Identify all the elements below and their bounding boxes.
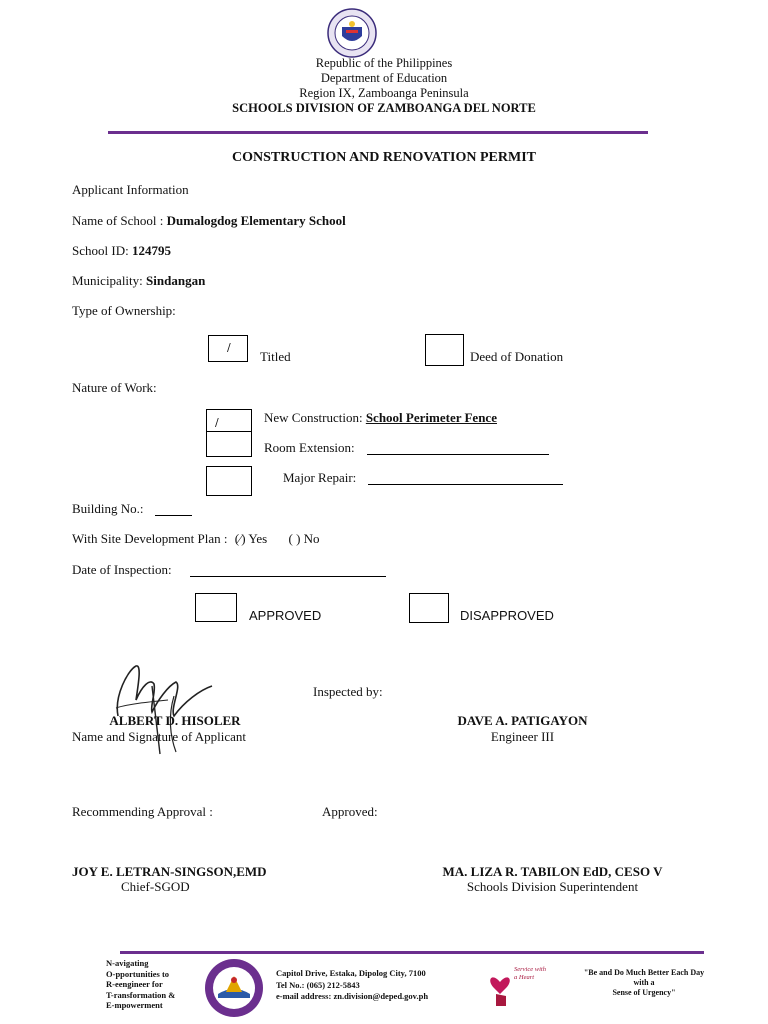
titled-label: Titled <box>260 349 291 364</box>
school-id-row <box>72 243 171 259</box>
acronym-line: E-mpowerment <box>106 1000 163 1010</box>
motto-line: "Be and Do Much Better Each Day <box>583 968 705 977</box>
check-mark-icon: ∕ <box>227 341 231 354</box>
footer-motto <box>556 968 732 998</box>
acronym-line: O-pportunities to <box>106 968 170 979</box>
new-construction-checkbox[interactable] <box>206 409 252 433</box>
engineer-title: Engineer III <box>490 729 555 744</box>
footer-contact <box>276 968 428 1003</box>
footer-acronym <box>106 958 175 1011</box>
acronym-line: T-ransformation & <box>106 989 176 1000</box>
municipality-value: Sindangan <box>146 273 206 288</box>
sgod-name: JOY E. LETRAN-SINGSON,EMD <box>72 864 267 879</box>
school-id-label: School ID: <box>72 243 129 258</box>
site-plan-label: With Site Development Plan : <box>72 531 228 546</box>
school-id-value: 124795 <box>131 243 171 258</box>
applicant-info-heading: Applicant Information <box>72 182 189 197</box>
major-repair-checkbox[interactable] <box>206 466 252 496</box>
recommending-label: Recommending Approval : <box>72 804 213 819</box>
major-repair-blank[interactable] <box>368 471 563 485</box>
school-row <box>72 213 346 229</box>
form-title: CONSTRUCTION AND RENOVATION PERMIT <box>231 150 537 165</box>
heart-hand-icon <box>488 968 512 1008</box>
header-divider <box>108 131 648 134</box>
service-text: Service with a Heart <box>514 966 546 981</box>
new-construction-label: New Construction: <box>264 410 363 425</box>
deped-seal-icon <box>327 8 377 58</box>
site-plan-row <box>72 531 320 547</box>
site-plan-yes[interactable]: (∕) Yes <box>234 531 268 546</box>
municipality-label: Municipality: <box>72 273 143 288</box>
service-heart-logo <box>488 964 546 1010</box>
building-blank[interactable] <box>155 502 192 516</box>
sds-title: Schools Division Superintendent <box>466 879 639 894</box>
disapproved-checkbox[interactable] <box>409 593 449 623</box>
room-extension-label: Room Extension: <box>264 440 355 455</box>
motto-line: Sense of Urgency" <box>612 988 676 997</box>
sds-name: MA. LIZA R. TABILON EdD, CESO V <box>442 864 663 879</box>
acronym-line: R-eengineer for <box>106 979 163 989</box>
inspection-label: Date of Inspection: <box>72 562 172 577</box>
deed-label: Deed of Donation <box>470 349 564 364</box>
municipality-row <box>72 273 205 289</box>
header-line2: Department of Education <box>320 71 448 85</box>
major-repair-label: Major Repair: <box>283 470 357 485</box>
footer-address: Capitol Drive, Estaka, Dipolog City, 7100 <box>276 968 426 978</box>
division-seal <box>204 958 264 1018</box>
header-line4: SCHOOLS DIVISION OF ZAMBOANGA DEL NORTE <box>232 101 536 115</box>
ownership-label: Type of Ownership: <box>72 303 176 318</box>
room-extension-checkbox[interactable] <box>206 431 252 457</box>
disapproved-label: DISAPPROVED <box>460 608 554 623</box>
deped-seal <box>327 8 377 58</box>
inspection-date-blank[interactable] <box>190 563 386 577</box>
footer-email: e-mail address: zn.division@deped.gov.ph <box>276 991 429 1001</box>
engineer-name: DAVE A. PATIGAYON <box>457 713 588 728</box>
acronym-line: N-avigating <box>106 958 149 968</box>
approved-label: APPROVED <box>249 608 322 623</box>
inspected-by-label: Inspected by: <box>313 684 383 699</box>
motto-line: with a <box>633 978 655 987</box>
footer-divider <box>120 951 704 954</box>
site-plan-no[interactable]: ( ) No <box>288 531 320 546</box>
nature-label: Nature of Work: <box>72 380 157 395</box>
sgod-title: Chief-SGOD <box>121 879 190 894</box>
header-line3: Region IX, Zamboanga Peninsula <box>299 86 469 100</box>
applicant-name: ALBERT D. HISOLER <box>109 713 241 728</box>
deed-checkbox[interactable] <box>425 334 464 366</box>
check-mark-icon: ∕ <box>215 416 219 429</box>
division-seal-icon <box>204 958 264 1018</box>
school-value: Dumalogdog Elementary School <box>166 213 346 228</box>
header-line1: Republic of the Philippines <box>315 56 453 70</box>
approved-by-label: Approved: <box>322 804 378 819</box>
footer-tel: Tel No.: (065) 212-5843 <box>276 979 360 990</box>
titled-checkbox[interactable] <box>208 335 248 362</box>
applicant-caption: Name and Signature of Applicant <box>72 729 247 744</box>
building-label: Building No.: <box>72 501 144 516</box>
approved-checkbox[interactable] <box>195 593 237 622</box>
new-construction-row <box>264 410 497 426</box>
school-label: Name of School : <box>72 213 164 228</box>
room-extension-blank[interactable] <box>367 441 549 455</box>
new-construction-value: School Perimeter Fence <box>365 410 497 425</box>
